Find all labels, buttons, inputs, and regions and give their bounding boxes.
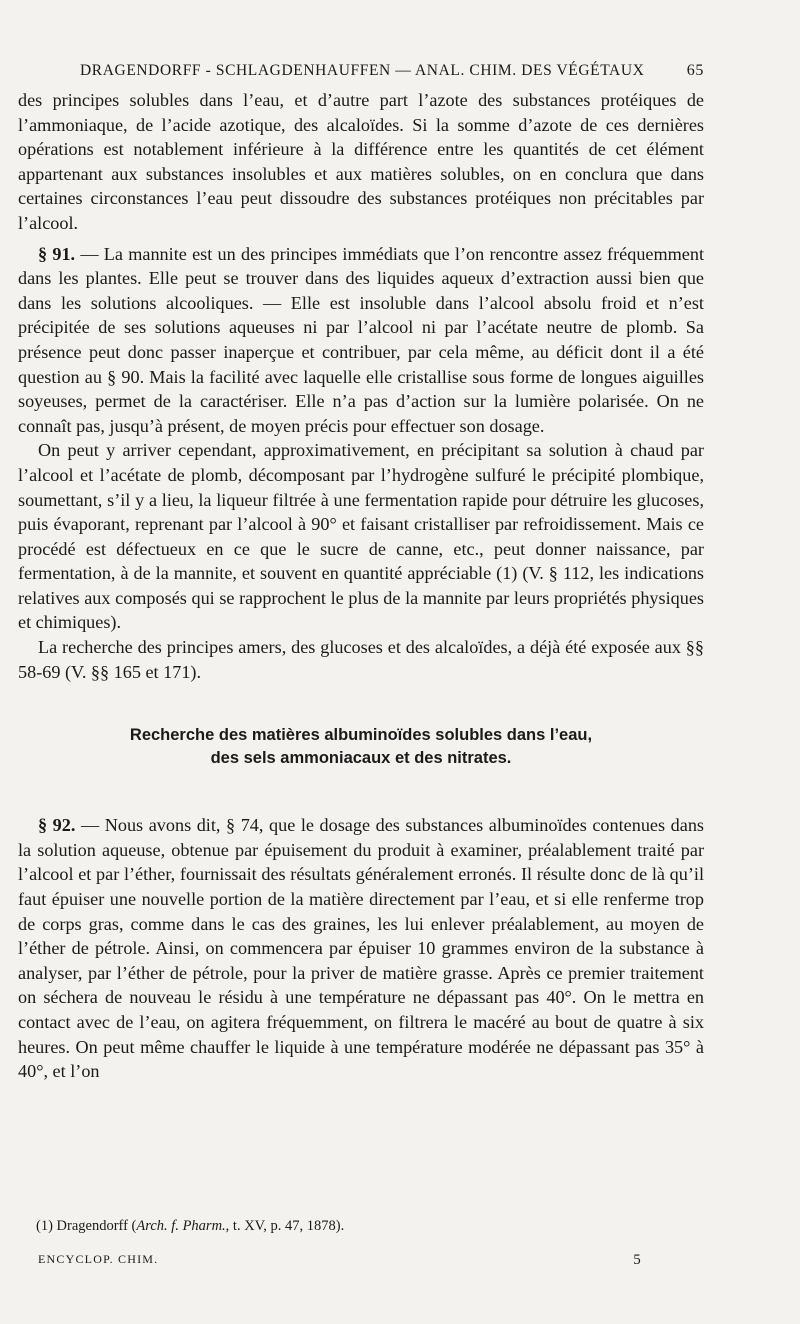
running-head bbox=[80, 62, 704, 80]
heading-line-2: des sels ammoniacaux et des nitrates. bbox=[210, 749, 512, 768]
paragraph-continuation: des principes solubles dans l’eau, et d’autre part l’azote des substances protéiques de l’ammoniaque, de l’acide azotique, des alcaloïdes. Si la somme d’azote de ces dernières opérations est notablement inférieure à la différence entre les quantités de cet élément appartenant aux substances insolubles et aux matières solubles, on en conclura que dans certaines circonstances l’eau peut dissoudre des substances protéiques non précitables par l’alcool. bbox=[18, 90, 704, 233]
paragraph-amers: La recherche des principes amers, des glucoses et des alcaloïdes, a déjà été exposée aux §§ 58-69 (V. §§ 165 et 171). bbox=[18, 637, 704, 682]
page-number: 65 bbox=[686, 62, 704, 79]
section-92-text: — Nous avons dit, § 74, que le dosage des substances albuminoïdes contenues dans la solution aqueuse, obtenue par épuisement du produit à examiner, préalablement traité par l’alcool et par l’éther, fournissait des résultats généralement erronés. Il résulte donc de là qu’il faut épuiser une nouvelle portion de la matière directement par l’eau, et si elle renferme trop de corps gras, comme dans le cas des graines, les lui enlever préalablement, au moyen de l’éther de pétrole. Ainsi, on commencera par épuiser 10 grammes environ de la substance à analyser, par l’éther de pétrole, pour la priver de matière grasse. Après ce premier traitement on séchera de nouveau le résidu à une température ne dépassant pas 40°. On le mettra en contact avec de l’eau, on agitera fréquemment, on filtrera le macéré au bout de quatre à six heures. On peut même chauffer le liquide à une température modérée ne dépassant pas 35° à 40°, et l’on bbox=[18, 815, 704, 1082]
page-body bbox=[18, 62, 704, 1084]
section-mark-92: § 92. bbox=[38, 815, 76, 836]
page-footer bbox=[38, 1252, 642, 1269]
section-mark-91: § 91. bbox=[38, 243, 76, 264]
footnote-marker: (1) Dragendorff ( bbox=[36, 1218, 137, 1234]
footer-collection: ENCYCLOP. CHIM. bbox=[38, 1252, 159, 1266]
heading-line-1: Recherche des matières albuminoïdes solubles dans l’eau, bbox=[129, 726, 593, 745]
running-title: DRAGENDORFF - SCHLAGDENHAUFFEN — ANAL. CHIM. DES VÉGÉTAUX bbox=[80, 62, 645, 79]
footnote-journal: Arch. f. Pharm. bbox=[136, 1218, 226, 1234]
paragraph-section-91 bbox=[18, 242, 704, 439]
section-heading bbox=[18, 724, 704, 770]
footer-signature: 5 bbox=[633, 1252, 642, 1268]
section-91-text: — La mannite est un des principes immédiats que l’on rencontre assez fréquemment dans les plantes. Elle peut se trouver dans des liquides aqueux d’extraction aussi bien que dans les solutions alcooliques. — Elle est insoluble dans l’alcool absolu froid et n’est précipitée de ses solutions aqueuses ni par l’alcool ni par l’acétate neutre de plomb. Sa présence peut donc passer inaperçue et contribuer, par cela même, au déficit dont il a été question au § 90. Mais la facilité avec laquelle elle cristallise sous forme de longues aiguilles soyeuses, permet de la caractériser. Elle n’a pas d’action sur la lumière polarisée. On ne connaît pas, jusqu’à présent, de moyen précis pour effectuer son dosage. bbox=[18, 243, 704, 436]
paragraph-mannite-method: On peut y arriver cependant, approximativement, en précipitant sa solution à chaud par l’alcool et l’acétate de plomb, décomposant par l’hydrogène sulfuré le précipité plombique, soumettant, s’il y a lieu, la liqueur filtrée à une fermentation rapide pour détruire les glucoses, puis évaporant, reprenant par l’alcool à 90° et faisant cristalliser par refroidissement. Mais ce procédé est défectueux en ce que le sucre de canne, etc., peut donner naissance, par fermentation, à de la mannite, et souvent en quantité appréciable (1) (V. § 112, les indications relatives aux composés qui se rapprochent le plus de la mannite par leurs propriétés physiques et chimiques). bbox=[18, 440, 704, 633]
paragraph-section-92 bbox=[18, 813, 704, 1084]
footnote-rest: , t. XV, p. 47, 1878). bbox=[225, 1218, 345, 1234]
footnote bbox=[36, 1218, 696, 1235]
